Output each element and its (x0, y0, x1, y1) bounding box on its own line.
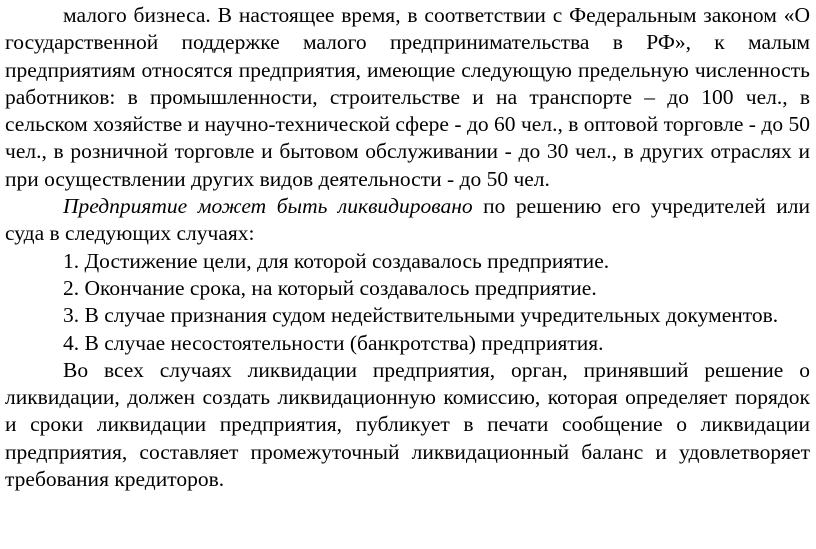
paragraph-small-business-definition: малого бизнеса. В настоящее время, в соответствии с Федеральным законом «О государственной поддержке малого предпринимательства в РФ», к малым предприятиям относятся предприятия, имеющие следующую предельную численность работников: в промышленности, строительстве и на транспорте – до 100 чел., в сельском хозяйстве и научно-технической сфере - до 60 чел., в оптовой торговле - до 50 чел., в розничной торговле и бытовом обслуживании - до 30 чел., в других отраслях и при осуществлении других видов деятельности - до 50 чел. (5, 3, 810, 191)
paragraph-liquidation-commission: Во всех случаях ликвидации предприятия, орган, принявший решение о ликвидации, должен создать ликвидационную комиссию, которая определяет порядок и сроки ликвидации предприятия, публикует в печати сообщение о ликвидации предприятия, составляет промежуточный ликвидационный баланс и удовлетворяет требования кредиторов. (5, 357, 810, 492)
list-item-1: 1. Достижение цели, для которой создавалось предприятие. (63, 248, 610, 273)
list-item-3: 3. В случае признания судом недействительными учредительных документов. (63, 303, 779, 328)
paragraph-liquidation-intro (5, 193, 810, 248)
liquidation-emphasis: Предприятие может быть ликвидировано (63, 194, 473, 219)
list-item-2: 2. Окончание срока, на который создавалось предприятие. (63, 275, 597, 300)
liquidation-intro-text: по решению его учредителей или суда в следующих случаях: (5, 194, 810, 246)
list-item-4: 4. В случае несостоятельности (банкротства) предприятия. (63, 330, 604, 355)
